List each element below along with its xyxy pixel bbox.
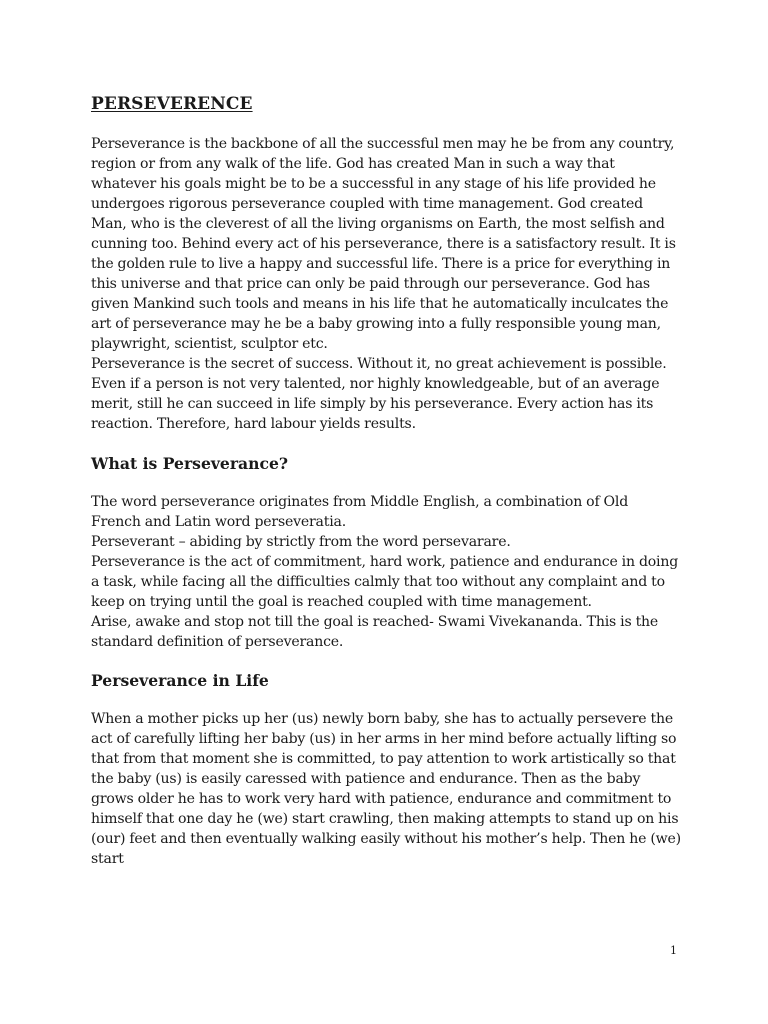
section-paragraph: The word perseverance originates from Middle English, a combination of Old French and Latin word perseveratia. <box>91 494 629 530</box>
section-paragraph: When a mother picks up her (us) newly born baby, she has to actually persevere the act of carefully lifting her baby (us) in her arms in her mind before actually lifting so that from that moment she is committed, to pay attention to work artistically so that the baby (us) is easily caressed with patience and endurance. Then as the baby grows older he has to work very hard with patience, endurance and commitment to himself that one day he (we) start crawling, then making attempts to stand up on his (our) feet and then eventually walking easily without his mother’s help. Then he (we) start <box>91 711 681 867</box>
intro-section <box>91 134 681 434</box>
section-heading: What is Perseverance? <box>91 454 289 473</box>
section-paragraph: Arise, awake and stop not till the goal is reached- Swami Vivekananda. This is the standard definition of perseverance. <box>91 614 659 650</box>
section-heading: Perseverance in Life <box>91 671 269 690</box>
section-paragraph: Perseverance is the act of commitment, hard work, patience and endurance in doing a task, while facing all the difficulties calmly that too without any complaint and to keep on trying until the goal is reached coupled with time management. <box>91 554 679 610</box>
section-what-is-perseverance <box>91 453 681 652</box>
intro-paragraph: Perseverance is the backbone of all the successful men may he be from any country, region or from any walk of the life. God has created Man in such a way that whatever his goals might be to be a successful in any stage of his life provided he undergoes rigorous perseverance coupled with time management. God created Man, who is the cleverest of all the living organisms on Earth, the most selfish and cunning too. Behind every act of his perseverance, there is a satisfactory result. It is the golden rule to live a happy and successful life. There is a price for everything in this universe and that price can only be paid through our perseverance. God has given Mankind such tools and means in his life that he automatically inculcates the art of perseverance may he be a baby growing into a fully responsible young man, playwright, scientist, sculptor etc. <box>91 136 676 352</box>
page-number: 1 <box>670 944 677 957</box>
document-body <box>91 92 681 869</box>
section-perseverance-in-life <box>91 670 681 869</box>
document-title: PERSEVERENCE <box>91 94 253 114</box>
section-paragraph: Perseverant – abiding by strictly from the word persevarare. <box>91 534 511 550</box>
intro-paragraph: Perseverance is the secret of success. Without it, no great achievement is possible. Even if a person is not very talented, nor highly knowledgeable, but of an average merit, still he can succeed in life simply by his perseverance. Every action has its reaction. Therefore, hard labour yields results. <box>91 356 667 432</box>
